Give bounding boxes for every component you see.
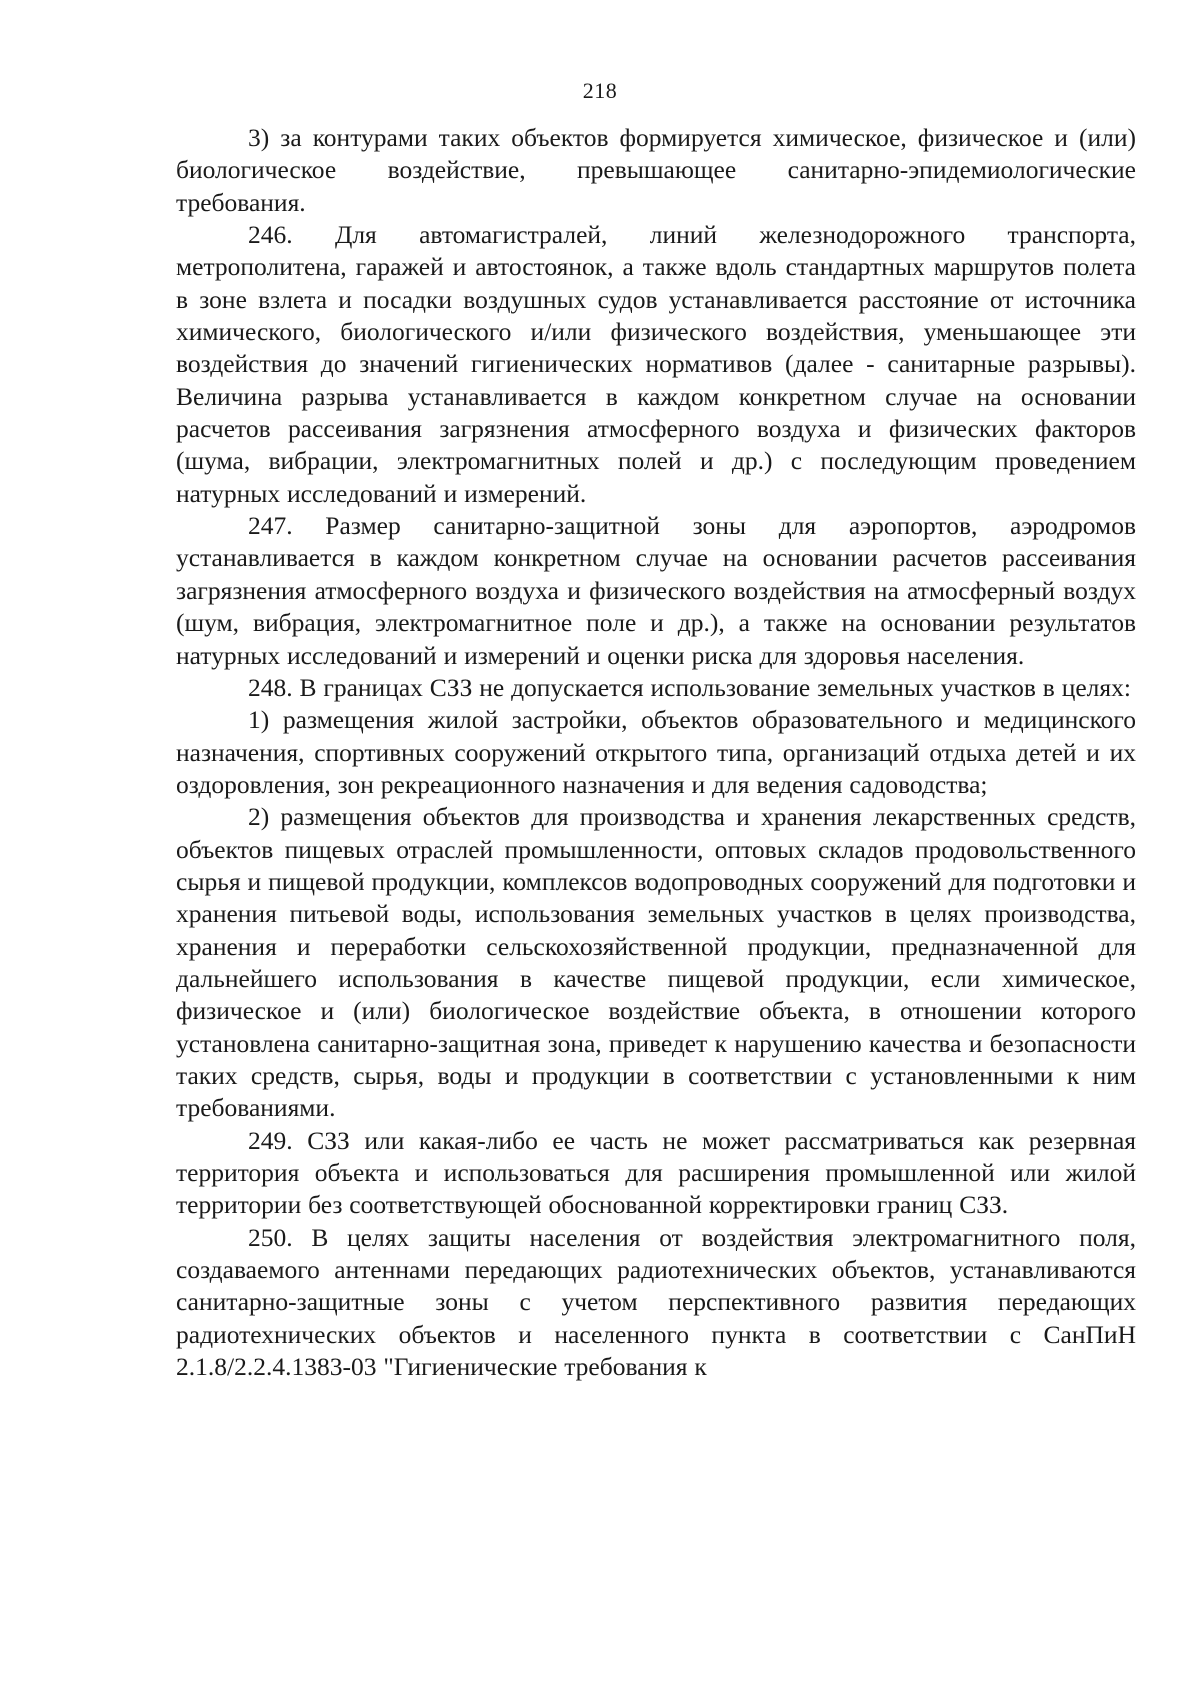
paragraph-249: 249. СЗЗ или какая-либо ее часть не может рассматриваться как резервная территория объекта и использоваться для расширения промышленной или жилой территории без соответствующей обоснованной корректировки границ СЗЗ.	[176, 1125, 1136, 1220]
document-body	[176, 122, 1136, 1383]
paragraph-246: 246. Для автомагистралей, линий железнодорожного транспорта, метрополитена, гаражей и автостоянок, а также вдоль стандартных маршрутов полета в зоне взлета и посадки воздушных судов устанавливается расстояние от источника химического, биологического и/или физического воздействия, уменьшающее эти воздействия до значений гигиенических нормативов (далее - санитарные разрывы). Величина разрыва устанавливается в каждом конкретном случае на основании расчетов рассеивания загрязнения атмосферного воздуха и физических факторов (шума, вибрации, электромагнитных полей и др.) с последующим проведением натурных исследований и измерений.	[176, 220, 1136, 508]
paragraph-248-item-1: 1) размещения жилой застройки, объектов образовательного и медицинского назначения, спортивных сооружений открытого типа, организаций отдыха детей и их оздоровления, зон рекреационного назначения и для ведения садоводства;	[176, 705, 1136, 799]
paragraph-247: 247. Размер санитарно-защитной зоны для аэропортов, аэродромов устанавливается в каждом конкретном случае на основании расчетов рассеивания загрязнения атмосферного воздуха и физического воздействия на атмосферный воздух (шум, вибрация, электромагнитное поле и др.), а также на основании результатов натурных исследований и измерений и оценки риска для здоровья населения.	[176, 511, 1136, 670]
paragraph-248: 248. В границах СЗЗ не допускается использование земельных участков в целях:	[248, 672, 1131, 702]
page-number: 218	[582, 78, 618, 103]
paragraph-250: 250. В целях защиты населения от воздействия электромагнитного поля, создаваемого антеннами передающих радиотехнических объектов, устанавливаются санитарно-защитные зоны с учетом перспективного развития передающих радиотехнических объектов и населенного пункта в соответствии с СанПиН 2.1.8/2.2.4.1383-03 "Гигиенические требования к	[176, 1222, 1136, 1382]
paragraph-item-3: 3) за контурами таких объектов формируется химическое, физическое и (или) биологическое воздействие, превышающее санитарно-эпидемиологические требования.	[176, 123, 1136, 217]
paragraph-248-item-2: 2) размещения объектов для производства и хранения лекарственных средств, объектов пищевых отраслей промышленности, оптовых складов продовольственного сырья и пищевой продукции, комплексов водопроводных сооружений для подготовки и хранения питьевой воды, использования земельных участков в целях производства, хранения и переработки сельскохозяйственной продукции, предназначенной для дальнейшего использования в качестве пищевой продукции, если химическое, физическое и (или) биологическое воздействие объекта, в отношении которого установлена санитарно-защитная зона, приведет к нарушению качества и безопасности таких средств, сырья, воды и продукции в соответствии с установленными к ним требованиями.	[176, 802, 1136, 1123]
